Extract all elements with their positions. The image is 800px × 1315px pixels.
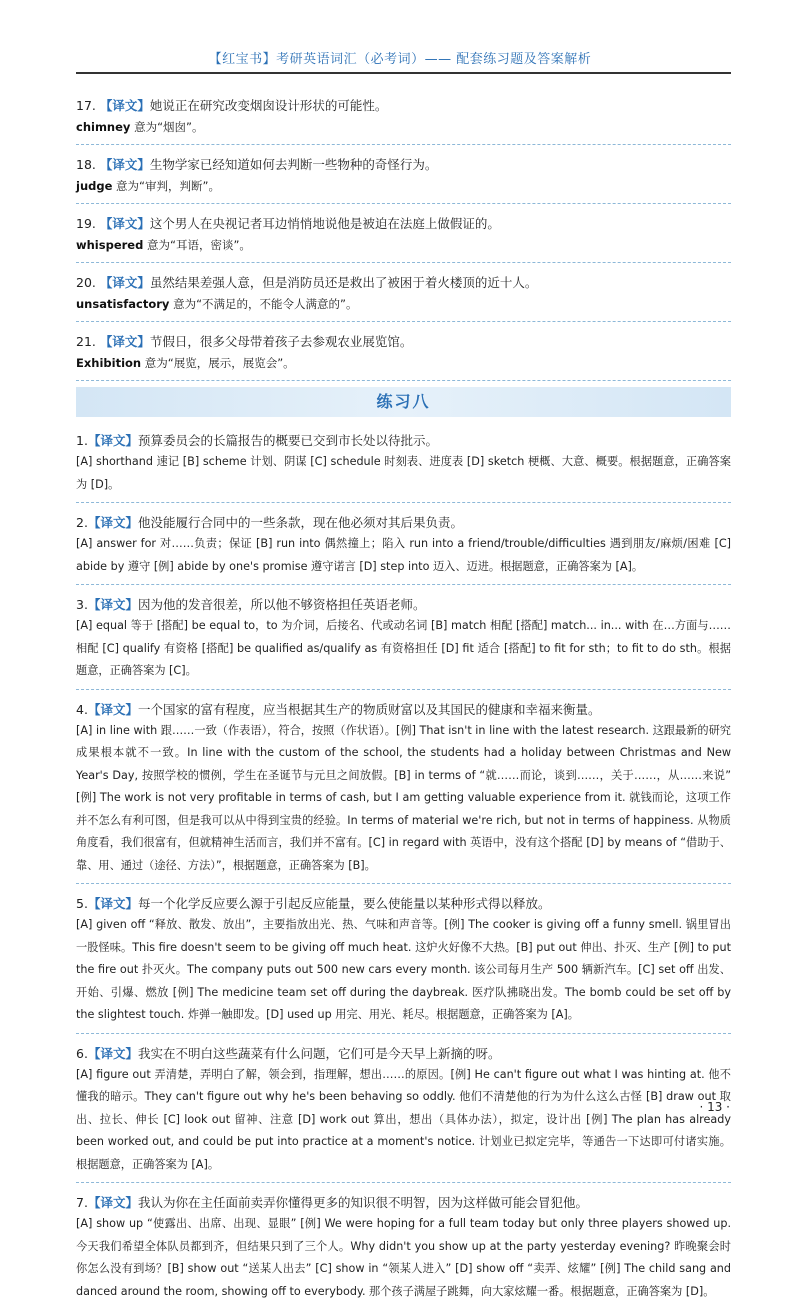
- translation-text: 因为他的发音很差，所以他不够资格担任英语老师。: [137, 597, 426, 612]
- translation-text: 他没能履行合同中的一些条款，现在他必须对其后果负责。: [137, 515, 463, 530]
- answer-translation-line: [76, 331, 731, 352]
- exercise-explanation: [A] given off “释放、散发、放出”，主要指放出光、热、气味和声音等。[例] The cooker is giving off a funny smell. 锅里冒出一股怪味。This fire doesn't seem to be giving off much heat. 这炉火好像不大热。[B] put out 伸出、扑灭、生产 [例] to put the fire out 扑灭火。The company puts out 500 new cars every month. 该公司每月生产 500 辆新汽车。[C] set off 出发、开始、引爆、燃放 [例] The medicine team set off during the daybreak. 医疗队拂晓出发。The bomb could be set off by the slightest touch. 炸弹一触即发。[D] used up 用完、用光、耗尽。根据题意，正确答案为 [A]。: [76, 918, 731, 1021]
- translation-tag: 【译文】: [99, 157, 150, 172]
- vocab-word: chimney: [76, 120, 131, 134]
- exercise-explanation: [A] in line with 跟……一致（作表语），符合，按照（作状语）。[例] That isn't in line with the latest research. 这跟最新的研究成果根本就不一致。In line with the custom of the school, the students had a holiday between Christmas and New Year's Day, 按照学校的惯例，学生在圣诞节与元旦之间放假。[B] in terms of “就……而论，谈到……，关于……，从……来说” [例] The work is not very profitable in terms of cash, but I am getting valuable experience from it. 就钱而论，这项工作并不怎么有利可图，但是我可以从中得到宝贵的经验。In terms of material we're rich, but not in terms of happiness. 从物质角度看，我们很富有，但就精神生活而言，我们并不富有。[C] in regard with 英语中，没有这个搭配 [D] by means of “借助于、靠、用、通过（途径、方法）”，根据题意，正确答案为 [B]。: [76, 723, 731, 872]
- vocab-meaning: 意为“烟囱”。: [130, 120, 204, 134]
- exercise-translation-line: [76, 1043, 731, 1064]
- vocab-word: Exhibition: [76, 356, 142, 370]
- header-rule: [76, 72, 731, 74]
- exercise-translation-line: [76, 1192, 731, 1213]
- item-number: 6.: [76, 1045, 88, 1061]
- item-number: 3.: [76, 597, 88, 612]
- translation-text: 节假日，很多父母带着孩子去参观农业展览馆。: [149, 334, 413, 349]
- answer-item: [76, 151, 731, 204]
- translation-text: 预算委员会的长篇报告的概要已交到市长处以待批示。: [137, 433, 438, 448]
- vocab-meaning: 意为“展览，展示，展览会”。: [141, 356, 295, 370]
- translation-text: 一个国家的富有程度，应当根据其生产的物质财富以及其国民的健康和幸福来衡量。: [137, 701, 601, 717]
- answer-word-line: [76, 234, 731, 256]
- item-number: 2.: [76, 515, 88, 530]
- item-number: 20.: [76, 275, 100, 290]
- vocab-word: unsatisfactory: [76, 297, 170, 311]
- answer-item: [76, 328, 731, 381]
- item-number: 19.: [76, 216, 100, 231]
- vocab-word: judge: [76, 179, 113, 193]
- translation-text: 她说正在研究改变烟囱设计形状的可能性。: [149, 98, 388, 113]
- item-number: 17.: [76, 98, 100, 113]
- answer-translation-line: [76, 154, 731, 175]
- exercise-item: [76, 591, 731, 690]
- translation-tag: 【译文】: [87, 701, 138, 717]
- translation-text: 我认为你在主任面前卖弄你懂得更多的知识很不明智，因为这样做可能会冒犯他。: [137, 1195, 588, 1210]
- exercise-answers: [76, 427, 731, 1309]
- item-number: 1.: [76, 433, 88, 448]
- answer-translation-line: [76, 213, 731, 234]
- answer-item: [76, 210, 731, 263]
- exercise-explanation: [A] show up “使露出、出席、出现、显眼” [例] We were hoping for a full team today but only three players showed up. 今天我们希望全体队员都到齐，但结果只到了三个人。Why didn't you show up at the party yesterday evening? 昨晚聚会时你怎么没有到场？[B] show out “送某人出去” [C] show in “领某人进入” [D] show off “卖弄、炫耀” [例] The child sang and danced around the room, showing off to everybody. 那个孩子满屋子跳舞，向大家炫耀一番。根据题意，正确答案为 [D]。: [76, 1217, 731, 1298]
- page-number: · 13 ·: [699, 1100, 730, 1114]
- exercise-item: [76, 427, 731, 503]
- answer-word-line: [76, 352, 731, 374]
- exercise-translation-line: [76, 893, 731, 914]
- exercise-explanation: [A] equal 等于 [搭配] be equal to，to 为介词，后接名、代或动名词 [B] match 相配 [搭配] match... in... with 在…方面与……相配 [C] qualify 有资格 [搭配] be qualified as/qualify as 有资格担任 [D] fit 适合 [搭配] to fit for sth；to fit to do sth。根据题意，正确答案为 [C]。: [76, 619, 731, 677]
- translation-tag: 【译文】: [87, 1195, 138, 1210]
- exercise-item: [76, 1189, 731, 1309]
- translation-tag: 【译文】: [87, 515, 138, 530]
- vocab-meaning: 意为“审判，判断”。: [112, 179, 220, 193]
- item-number: 4.: [76, 701, 88, 717]
- answer-translation-line: [76, 95, 731, 116]
- translation-tag: 【译文】: [87, 433, 138, 448]
- exercise-item: [76, 1040, 731, 1184]
- exercise-translation-line: [76, 594, 731, 615]
- exercise-item: [76, 509, 731, 585]
- item-number: 5.: [76, 896, 88, 911]
- item-number: 21.: [76, 334, 100, 349]
- translation-text: 生物学家已经知道如何去判断一些物种的奇怪行为。: [149, 157, 438, 172]
- answer-word-line: [76, 175, 731, 197]
- exercise-item: [76, 696, 731, 885]
- section-title: 练习八: [76, 387, 731, 417]
- translation-tag: 【译文】: [99, 275, 150, 290]
- translation-tag: 【译文】: [99, 216, 150, 231]
- vocab-meaning: 意为“不满足的，不能令人满意的”。: [169, 297, 358, 311]
- page-content: [76, 92, 731, 1315]
- translation-text: 我实在不明白这些蔬菜有什么问题，它们可是今天早上新摘的呀。: [137, 1045, 501, 1061]
- answer-item: [76, 269, 731, 322]
- translation-text: 这个男人在央视记者耳边悄悄地说他是被迫在法庭上做假证的。: [149, 216, 500, 231]
- exercise-item: [76, 890, 731, 1034]
- exercise-translation-line: [76, 699, 731, 720]
- answer-word-line: [76, 293, 731, 315]
- translation-text: 虽然结果差强人意，但是消防员还是救出了被困于着火楼顶的近十人。: [149, 275, 538, 290]
- exercise-translation-line: [76, 512, 731, 533]
- vocab-meaning: 意为“耳语，密谈”。: [143, 238, 251, 252]
- item-number: 7.: [76, 1195, 88, 1210]
- translation-tag: 【译文】: [99, 98, 150, 113]
- exercise-explanation: [A] answer for 对……负责；保证 [B] run into 偶然撞上；陷入 run into a friend/trouble/difficulties 遇到朋友/麻烦/困难 [C] abide by 遵守 [例] abide by one's promise 遵守诺言 [D] step into 迈入、迈进。根据题意，正确答案为 [A]。: [76, 537, 731, 573]
- exercise-explanation: [A] shorthand 速记 [B] scheme 计划、阴谋 [C] schedule 时刻表、进度表 [D] sketch 梗概、大意、概要。根据题意，正确答案为 [D]。: [76, 455, 731, 491]
- translation-text: 每一个化学反应要么源于引起反应能量，要么使能量以某种形式得以释放。: [137, 896, 551, 911]
- exercise-explanation: [A] figure out 弄清楚，弄明白了解，领会到，指理解，想出……的原因。[例] He can't figure out what I was hinting at. 他不懂我的暗示。They can't figure out why he's been behaving so oddly. 他们不清楚他的行为为什么这么古怪 [B] draw out 取出、拉长、伸长 [C] look out 留神、注意 [D] work out 算出，想出（具体办法），拟定，设计出 [例] The plan has already been worked out, and could be put into practice at a moment's notice. 计划业已拟定完毕，等通告一下达即可付诸实施。根据题意，正确答案为 [A]。: [76, 1067, 731, 1171]
- translation-tag: 【译文】: [87, 896, 138, 911]
- answer-translation-line: [76, 272, 731, 293]
- answer-item: [76, 92, 731, 145]
- item-number: 18.: [76, 157, 100, 172]
- exercise-translation-line: [76, 430, 731, 451]
- translation-tag: 【译文】: [87, 1045, 138, 1061]
- translation-tag: 【译文】: [99, 334, 150, 349]
- previous-answers: [76, 92, 731, 381]
- vocab-word: whispered: [76, 238, 144, 252]
- answer-word-line: [76, 116, 731, 138]
- page-header: 【红宝书】考研英语词汇（必考词）—— 配套练习题及答案解析: [208, 52, 592, 67]
- translation-tag: 【译文】: [87, 597, 138, 612]
